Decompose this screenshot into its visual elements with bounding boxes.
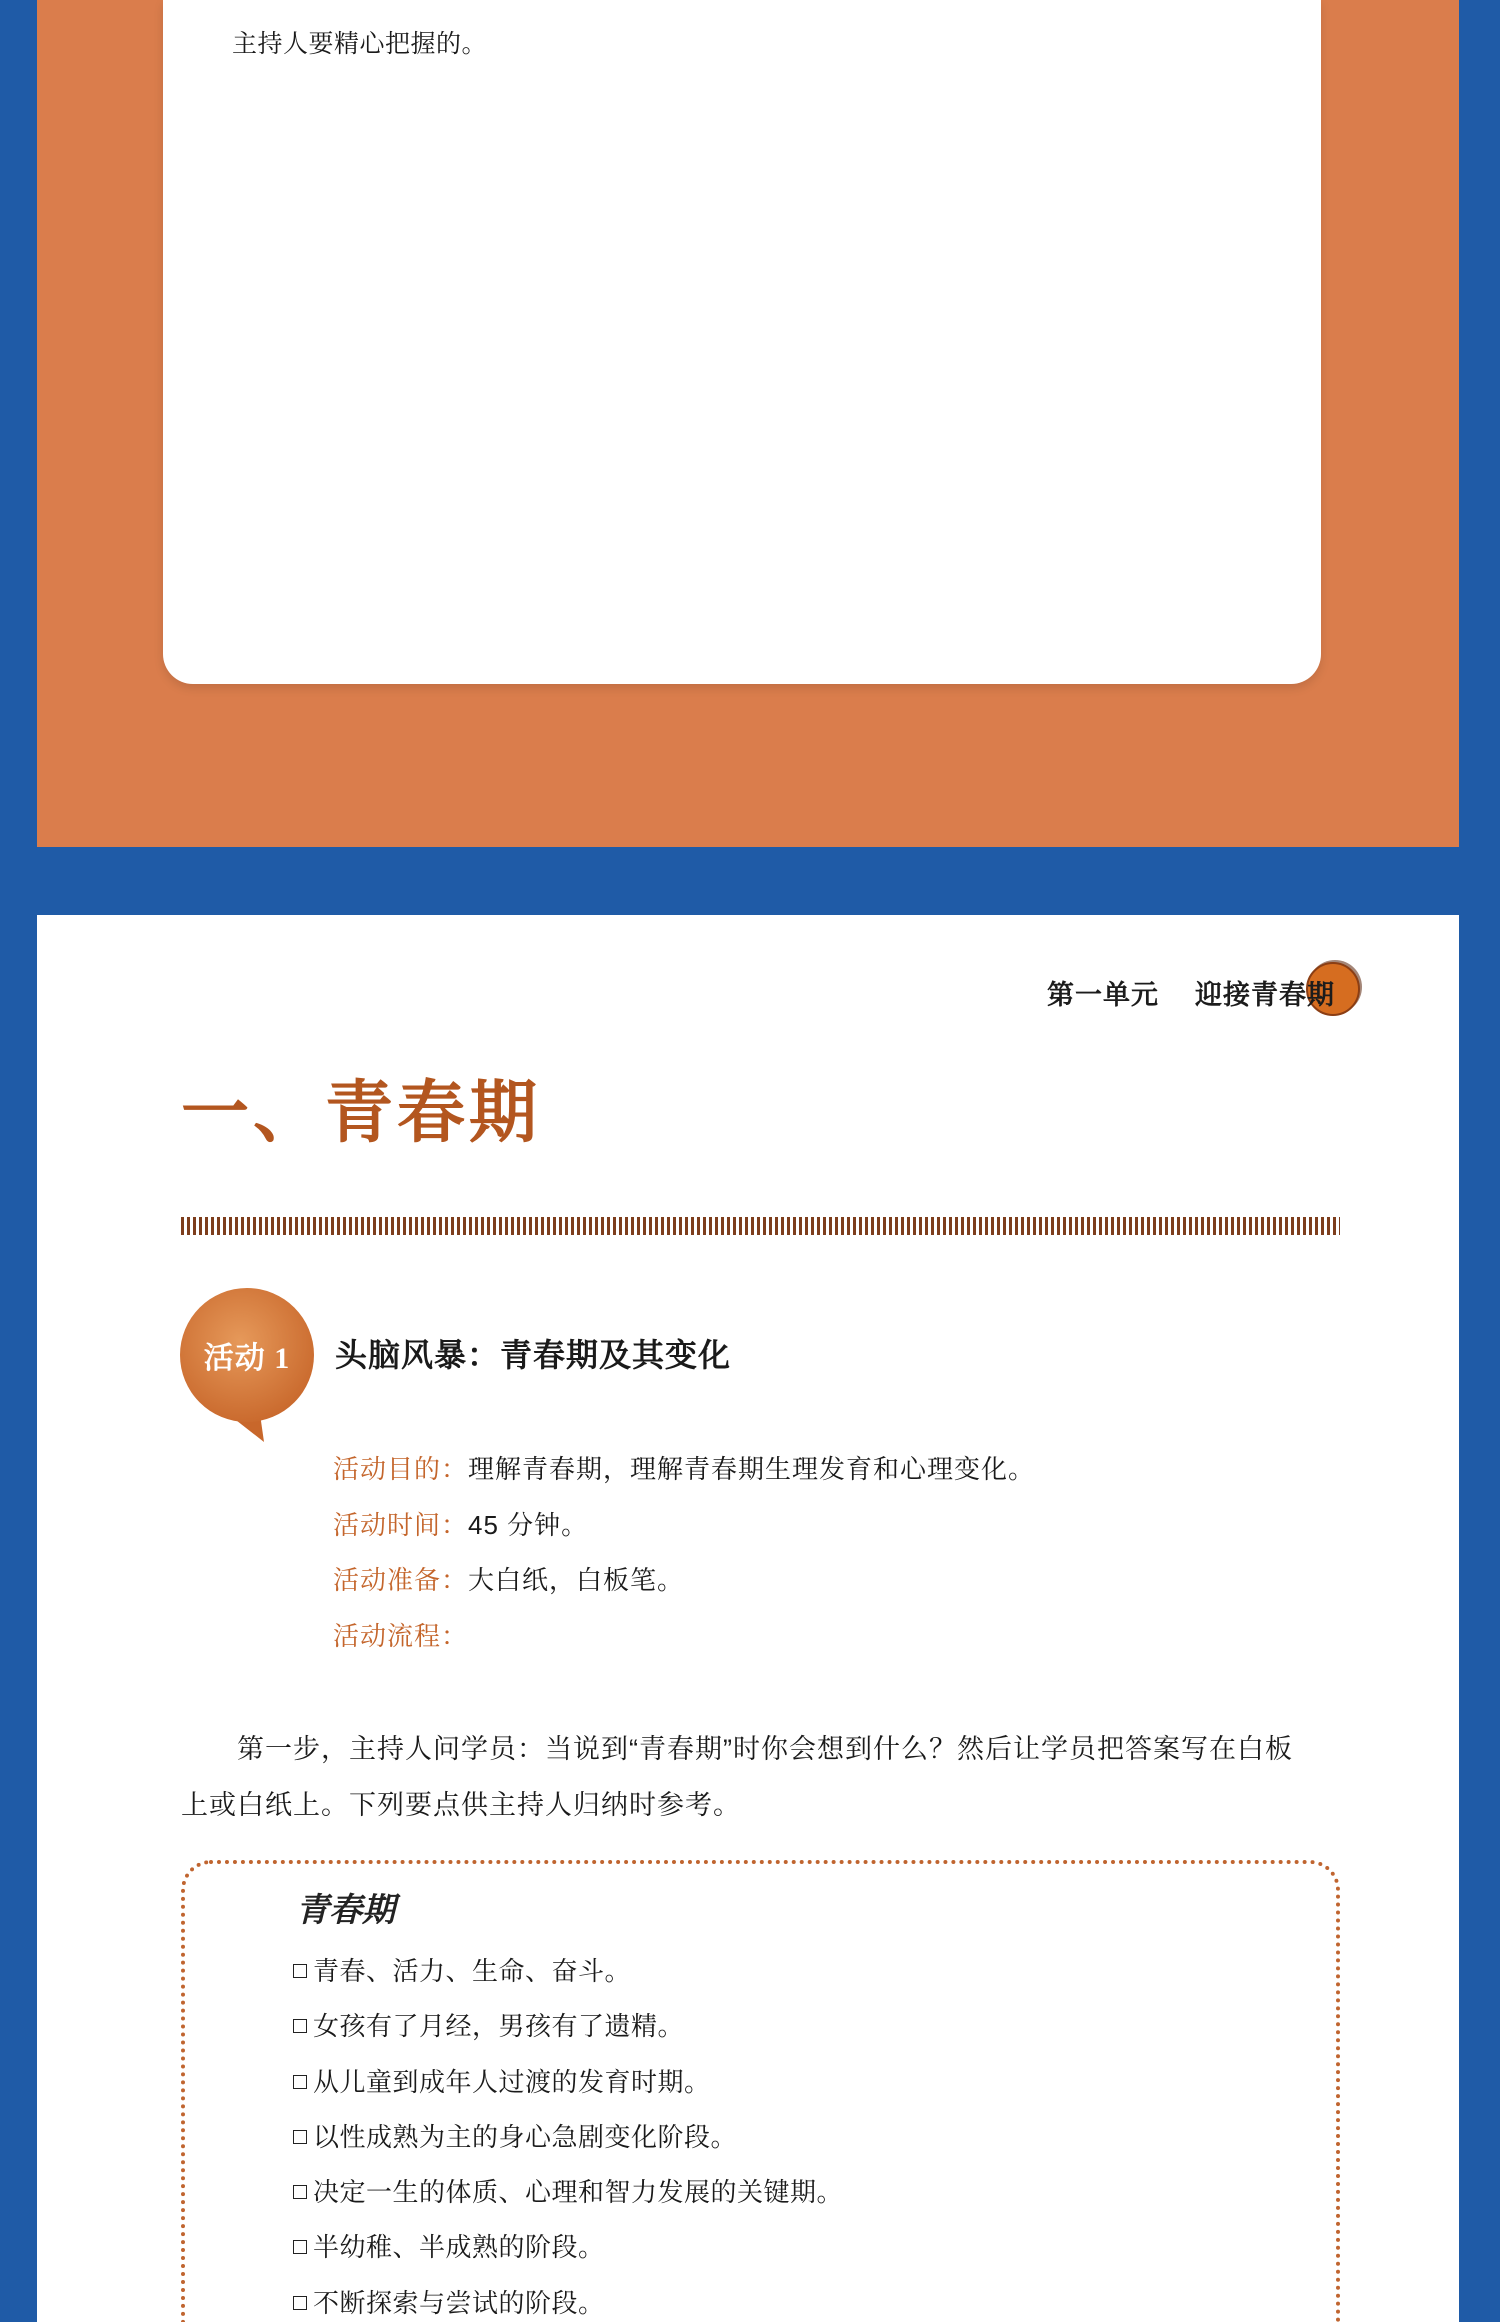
activity-badge-label: 活动 1 [203, 1342, 291, 1375]
detail-value: 理解青春期，理解青春期生理发育和心理变化。 [468, 1454, 1036, 1484]
detail-label: 活动准备： [333, 1565, 469, 1595]
checkbox-square-icon [293, 2075, 307, 2089]
list-item-text: 青春、活力、生命、奋斗。 [313, 1956, 632, 1986]
top-card-text: 主持人要精心把握的。 [232, 30, 488, 58]
running-header-title: 迎接青春期 [1195, 980, 1335, 1010]
detail-value: 大白纸，白板笔。 [468, 1565, 685, 1595]
checkbox-square-icon [293, 2019, 307, 2033]
list-item [293, 2230, 843, 2264]
detail-procedure [333, 1609, 1035, 1665]
section-title: 一、青春期 [181, 1075, 542, 1151]
paragraph-line: 上或白纸上。下列要点供主持人归纳时参考。 [181, 1790, 741, 1820]
list-item-text: 女孩有了月经，男孩有了遗精。 [313, 2011, 685, 2042]
detail-value: 45 分钟。 [468, 1509, 589, 1540]
paragraph-line: 第一步，主持人问学员：当说到“青春期”时你会想到什么？然后让学员把答案写在白板 [237, 1734, 1293, 1764]
activity-title: 头脑风暴：青春期及其变化 [335, 1337, 732, 1373]
list-item-text: 从儿童到成年人过渡的发育时期。 [313, 2066, 711, 2097]
detail-label: 活动目的： [333, 1454, 469, 1484]
list-item [293, 2175, 843, 2209]
reference-dotted-box [181, 1860, 1340, 2322]
list-item [293, 2286, 843, 2320]
checkbox-square-icon [293, 2130, 307, 2144]
list-item [293, 2120, 843, 2154]
list-item-text: 不断探索与尝试的阶段。 [313, 2287, 605, 2318]
reference-heading: 青春期 [296, 1891, 395, 1928]
activity-details [333, 1442, 1035, 1664]
checkbox-square-icon [293, 2185, 307, 2199]
striped-divider [181, 1217, 1340, 1235]
procedure-paragraph [181, 1721, 1340, 1833]
reference-list [293, 1954, 843, 2322]
list-item [293, 2009, 843, 2043]
detail-materials [333, 1553, 1035, 1609]
book-page [37, 915, 1459, 2322]
detail-label: 活动流程： [333, 1620, 469, 1651]
list-item-text: 半幼稚、半成熟的阶段。 [313, 2232, 605, 2263]
checkbox-square-icon [293, 2296, 307, 2310]
top-orange-panel [37, 0, 1459, 847]
checkbox-square-icon [293, 1964, 307, 1978]
list-item [293, 1954, 843, 1988]
detail-label: 活动时间： [333, 1509, 469, 1540]
detail-duration [333, 1498, 1035, 1554]
list-item-text: 以性成熟为主的身心急剧变化阶段。 [313, 2121, 738, 2152]
list-item-text: 决定一生的体质、心理和智力发展的关键期。 [313, 2177, 844, 2208]
detail-purpose [333, 1442, 1035, 1498]
running-header-unit: 第一单元 [1047, 980, 1159, 1010]
list-item [293, 2065, 843, 2099]
checkbox-square-icon [293, 2240, 307, 2254]
top-white-card [163, 0, 1321, 684]
